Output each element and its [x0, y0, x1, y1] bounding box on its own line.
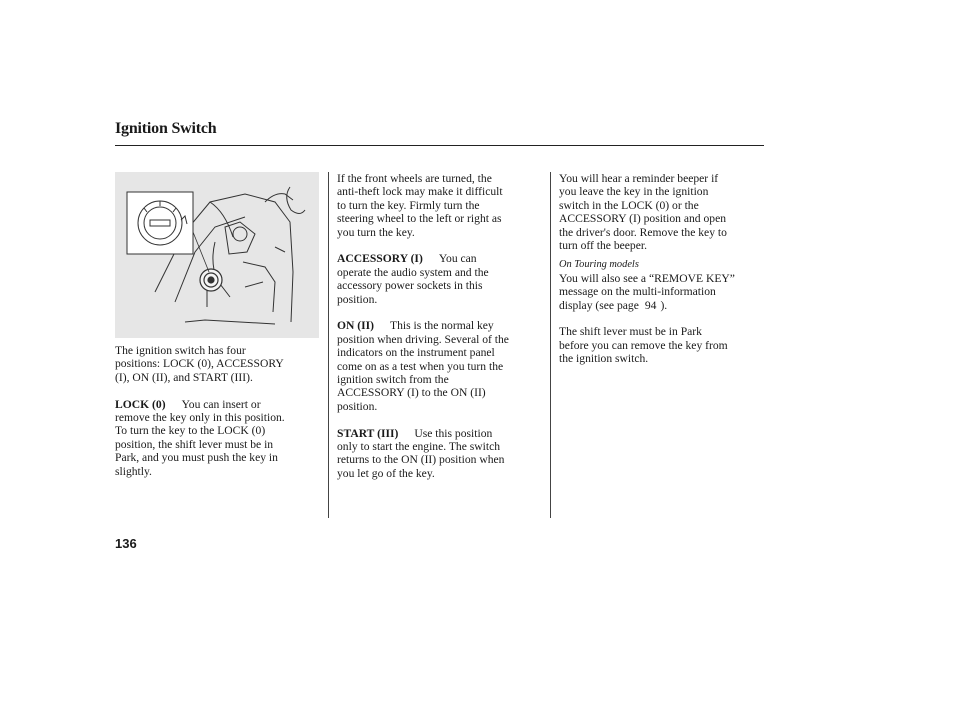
column-divider-right	[550, 172, 551, 518]
page-number: 136	[115, 536, 137, 551]
column-divider-left	[328, 172, 329, 518]
page-reference-link[interactable]: 94	[644, 298, 657, 312]
column-1	[115, 344, 320, 491]
touring-paragraph: On Touring models You will also see a “REMOVE KEY” message on the multi-information display (see page 94 ).	[559, 258, 764, 312]
on-paragraph: ON (II) This is the normal key position when driving. Several of the indicators on the instrument panel come on as a test when you turn the ignition switch from the ACCESSORY (I) to the ON (II) position.	[337, 319, 509, 413]
intro-paragraph: The ignition switch has four positions: LOCK (0), ACCESSORY (I), ON (II), and START (III).	[115, 344, 284, 384]
lock-paragraph: LOCK (0) You can insert or remove the key only in this position. To turn the key to the LOCK (0) position, the shift lever must be in Park, and you must push the key in slightly.	[115, 397, 285, 478]
ignition-switch-illustration	[115, 172, 319, 338]
column-3	[559, 172, 764, 379]
touring-note: On Touring models	[559, 259, 639, 271]
park-paragraph: The shift lever must be in Park before you can remove the key from the ignition switch.	[559, 325, 728, 366]
accessory-term: ACCESSORY (I)	[337, 252, 423, 266]
ignition-illustration-svg	[115, 172, 319, 338]
start-paragraph: START (III) Use this position only to start the engine. The switch returns to the ON (II) position when you let go of the key.	[337, 426, 505, 480]
on-term: ON (II)	[337, 319, 375, 333]
accessory-paragraph: ACCESSORY (I) You can operate the audio system and the accessory power sockets in this position.	[337, 252, 489, 306]
title-rule	[115, 145, 764, 146]
column-2	[337, 172, 542, 494]
front-wheels-paragraph: If the front wheels are turned, the anti-theft lock may make it difficult to turn the key. Firmly turn the steering wheel to the left or right as you turn the key.	[337, 172, 503, 239]
page-title: Ignition Switch	[115, 120, 217, 137]
lock-term: LOCK (0)	[115, 397, 166, 411]
start-term: START (III)	[337, 426, 399, 440]
beeper-paragraph: You will hear a reminder beeper if you leave the key in the ignition switch in the LOCK (0) or the ACCESSORY (I) position and open the driver's door. Remove the key to turn off the beeper.	[559, 172, 727, 253]
